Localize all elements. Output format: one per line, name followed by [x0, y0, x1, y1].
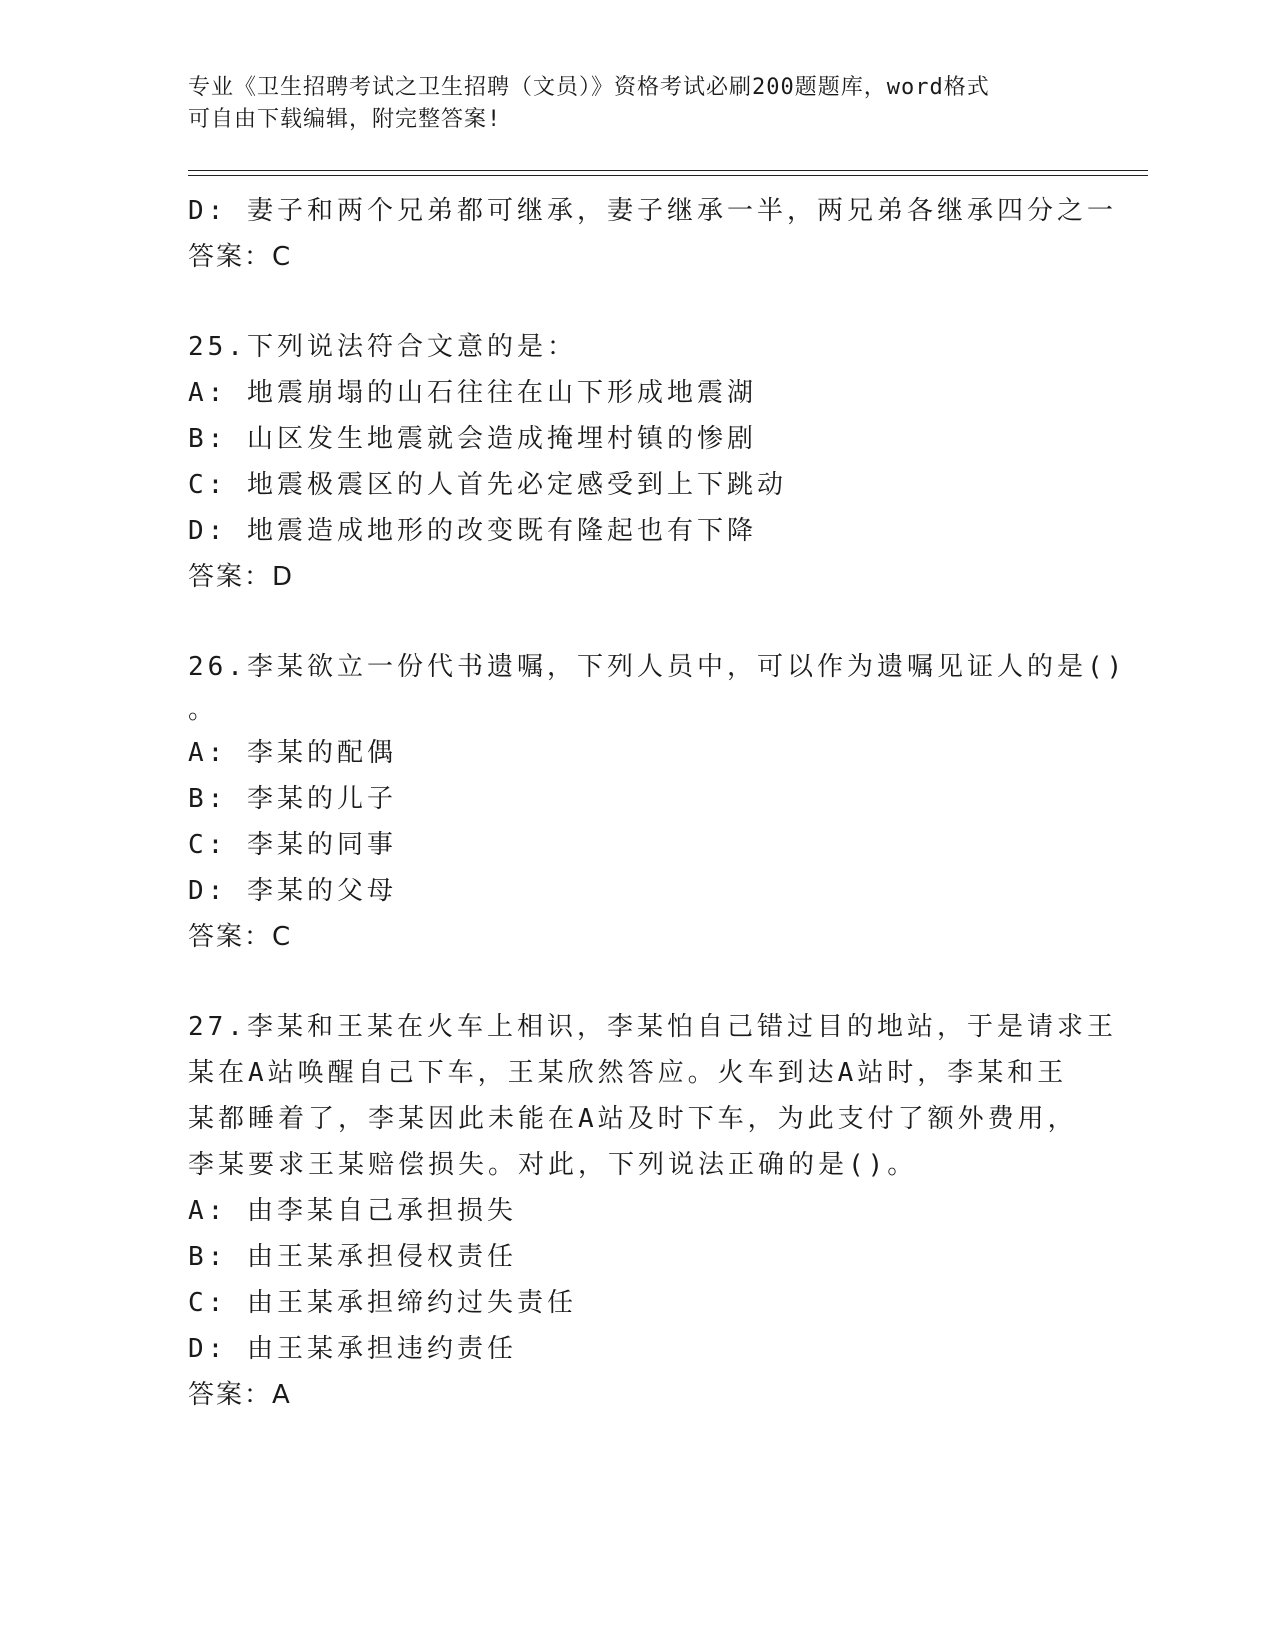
answer: 答案：C	[188, 922, 293, 952]
question-stem: 25.下列说法符合文意的是：	[188, 332, 577, 362]
question-stem: 26.李某欲立一份代书遗嘱，下列人员中，可以作为遗嘱见证人的是()	[188, 652, 1127, 682]
question-25	[188, 324, 1088, 600]
header-divider-bottom	[188, 175, 1148, 176]
question-content	[188, 188, 1127, 1418]
answer: 答案：D	[188, 562, 295, 592]
header-divider-top	[188, 170, 1148, 171]
option-b: B: 山区发生地震就会造成掩埋村镇的惨剧	[188, 424, 757, 454]
question-stem-continuation: 。	[188, 695, 219, 725]
option-c: C: 李某的同事	[188, 830, 397, 860]
question-stem-continuation: 李某要求王某赔偿损失。对此，下列说法正确的是()。	[188, 1150, 918, 1180]
option-c: C: 地震极震区的人首先必定感受到上下跳动	[188, 470, 787, 500]
option-b: B: 由王某承担侵权责任	[188, 1242, 517, 1272]
option-d-previous: D: 妻子和两个兄弟都可继承，妻子继承一半，两兄弟各继承四分之一	[188, 196, 1117, 226]
option-d: D: 李某的父母	[188, 876, 397, 906]
option-c: C: 由王某承担缔约过失责任	[188, 1288, 577, 1318]
option-b: B: 李某的儿子	[188, 784, 397, 814]
option-a: A: 李某的配偶	[188, 738, 397, 768]
document-header	[188, 72, 1088, 136]
header-line-1: 专业《卫生招聘考试之卫生招聘（文员）》资格考试必刷200题题库，word格式	[188, 75, 990, 100]
answer: 答案：A	[188, 1380, 292, 1410]
question-27	[188, 1004, 1117, 1418]
header-line-2: 可自由下载编辑，附完整答案!	[188, 107, 502, 132]
option-d: D: 地震造成地形的改变既有隆起也有下降	[188, 516, 757, 546]
option-a: A: 地震崩塌的山石往往在山下形成地震湖	[188, 378, 757, 408]
question-stem-continuation: 某都睡着了，李某因此未能在A站及时下车，为此支付了额外费用，	[188, 1104, 1078, 1134]
option-a: A: 由李某自己承担损失	[188, 1196, 517, 1226]
question-26	[188, 644, 1127, 960]
question-stem-continuation: 某在A站唤醒自己下车，王某欣然答应。火车到达A站时，李某和王	[188, 1058, 1068, 1088]
option-d: D: 由王某承担违约责任	[188, 1334, 517, 1364]
answer-previous: 答案：C	[188, 242, 293, 272]
question-stem: 27.李某和王某在火车上相识，李某怕自己错过目的地站，于是请求王	[188, 1012, 1117, 1042]
